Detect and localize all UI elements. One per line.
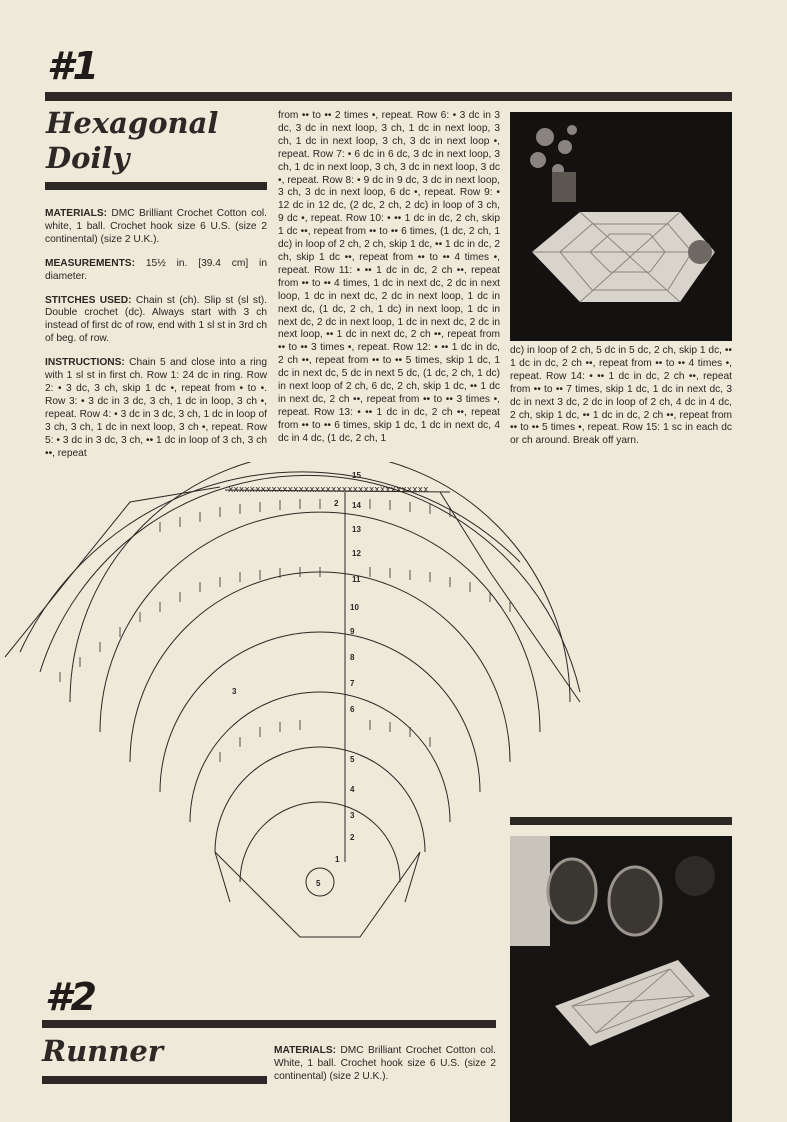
chart-row-label: 2 xyxy=(350,833,355,842)
runner-photo-image xyxy=(510,836,732,1122)
chart-top-row-marks: xxxxxxxxxxxxxxxxxxxxxxxxxxxxxxxxxxxxx xyxy=(228,485,429,495)
chart-row-label: 4 xyxy=(350,785,355,794)
chart-count-label: 3 xyxy=(232,687,237,696)
pattern-2-rule xyxy=(42,1020,496,1028)
runner-photo xyxy=(510,836,732,1122)
doily-photo-image xyxy=(510,112,732,341)
pattern-1-title-line2: Doily xyxy=(46,141,130,175)
chart-row-label: 11 xyxy=(352,575,361,584)
chart-row-label: 14 xyxy=(352,501,361,510)
pattern-2-title: Runner xyxy=(42,1034,164,1068)
pattern-2-materials: MATERIALS: DMC Brilliant Crochet Cotton col. White, 1 ball. Crochet hook size 6 U.S. (size 2 continental) (size 2 U.K.). xyxy=(274,1045,496,1082)
chart-count-label: 2 xyxy=(334,499,339,508)
chart-row-label: 6 xyxy=(350,705,355,714)
column-1 xyxy=(45,208,267,471)
pattern-1-title-line1: Hexagonal xyxy=(46,106,219,140)
pattern-1-number: #1 xyxy=(47,44,98,88)
chart-row-label: 15 xyxy=(352,471,361,480)
stitches-paragraph: STITCHES USED: Chain st (ch). Slip st (sl st). Double crochet (dc). Always start with 3 ch instead of first dc of row, end with 1 sl st in 3rd ch of beg. of row. xyxy=(45,294,267,345)
column-2: from •• to •• 2 times •, repeat. Row 6: • 3 dc in 3 dc, 3 dc in next loop, 3 ch, 1 dc in next loop, 3 ch, 1 dc in next loop, 3 ch, 3 dc in next loop •, repeat. Row 7: • 6 dc in 6 dc, 3 dc in next loop, 3 ch, 1 dc in next loop, 3 ch, 3 dc in next loop, 3 dc •, repeat. Row 8: • 9 dc in 9 dc, 3 dc in next loop, 3 ch, 3 dc in next loop, 6 dc •, repeat. Row 9: • 12 dc in 12 dc, (2 dc, 2 ch, 2 dc) in loop of 3 ch, 9 dc •, repeat. Row 10: • •• 1 dc in dc, 2 ch, skip 1 dc ••, repeat from •• to •• 6 times, (1 dc, 2 ch, 1 dc) in loop of 2 ch, 2 ch, skip 1 dc, •• 1 dc in dc, 2 ch, skip 1 dc ••, repeat from •• to •• 4 times •, repeat. Row 11: • •• 1 dc in dc, 2 ch ••, repeat from •• to •• 4 times, 1 dc in next dc, 2 dc in next loop, 1 dc in next dc, 2 dc in next loop, 1 dc in next dc, (1 dc, 2 ch, 1 dc) in next loop, 1 dc in next dc, 2 dc in next loop, 1 dc in next dc, 2 dc in next loop, •• 1 dc in next dc, 2 ch ••, repeat from •• to •• 3 times •, repeat. Row 12: • •• 1 dc in dc, 2 ch ••, repeat from •• to •• 5 times, skip 1 dc, 1 dc in next dc, 5 dc in next 5 dc, (1 dc, 2 ch, 1 dc) in next loop of 2 ch, 6 dc, 2 ch, skip 1 dc, •• 1 dc in next dc, 2 ch ••, repeat from •• to •• 3 times •, repeat. Row 13: • •• 1 dc in dc, 2 ch ••, repeat from •• to •• 6 times, skip 1 dc, 1 dc in next dc, 4 dc in 4 dc, (1 dc, 2 ch, 1 xyxy=(278,110,500,444)
chart-row-label: 7 xyxy=(350,679,355,688)
doily-photo xyxy=(510,112,732,341)
header-rule xyxy=(45,92,732,101)
chart-center-label: 5 xyxy=(316,879,321,888)
chart-row-label: 3 xyxy=(350,811,355,820)
title-underline xyxy=(45,182,267,190)
chart-row-label: 12 xyxy=(352,549,361,558)
pattern-2-title-underline xyxy=(42,1076,267,1084)
crochet-chart xyxy=(0,462,590,962)
materials-paragraph: MATERIALS: DMC Brilliant Crochet Cotton col. white, 1 ball. Crochet hook size 6 U.S. (size 2 continental) (size 2 U.K.). xyxy=(45,208,267,245)
chart-row-label: 1 xyxy=(335,855,340,864)
pattern-2-number: #2 xyxy=(45,975,96,1019)
column-3: dc) in loop of 2 ch, 5 dc in 5 dc, 2 ch, skip 1 dc, •• 1 dc in dc, 2 ch ••, repeat from •• to •• 4 times •, repeat. Row 14: • •• 1 dc in dc, 2 ch ••, repeat from •• to •• 7 times, skip 1 dc, 1 dc in next dc, 3 dc in next 3 dc, 2 dc in loop of 2 ch, 4 dc in 4 dc, 2 ch, skip 1 dc, •• 1 dc in dc, 2 ch ••, repeat from •• to •• 5 times •, repeat. Row 15: 1 sc in each dc or ch around. Break off yarn. xyxy=(510,345,732,447)
crochet-chart-diagram xyxy=(0,462,590,962)
chart-row-label: 10 xyxy=(350,603,359,612)
measurements-paragraph: MEASUREMENTS: 15½ in. [39.4 cm] in diameter. xyxy=(45,257,267,282)
photo-2-rule xyxy=(510,817,732,825)
instructions-paragraph: INSTRUCTIONS: Chain 5 and close into a ring with 1 sl st in first ch. Row 1: 24 dc in ring. Row 2: • 3 dc, 3 ch, skip 1 dc •, repeat from • to •. Row 3: • 3 dc in 3 dc, 3 ch, 1 dc in loop, 3 ch •, repeat. Row 4: • 3 dc in 3 dc, 3 ch, 1 dc in loop of 3 ch, 3 ch, 1 dc in next loop, 3 ch •, repeat. Row 5: • 3 dc in 3 dc, 3 ch, •• 1 dc in loop of 3 ch, 3 ch ••, repeat xyxy=(45,357,267,459)
chart-row-label: 9 xyxy=(350,627,355,636)
chart-row-label: 5 xyxy=(350,755,355,764)
chart-row-label: 13 xyxy=(352,525,361,534)
chart-row-label: 8 xyxy=(350,653,355,662)
